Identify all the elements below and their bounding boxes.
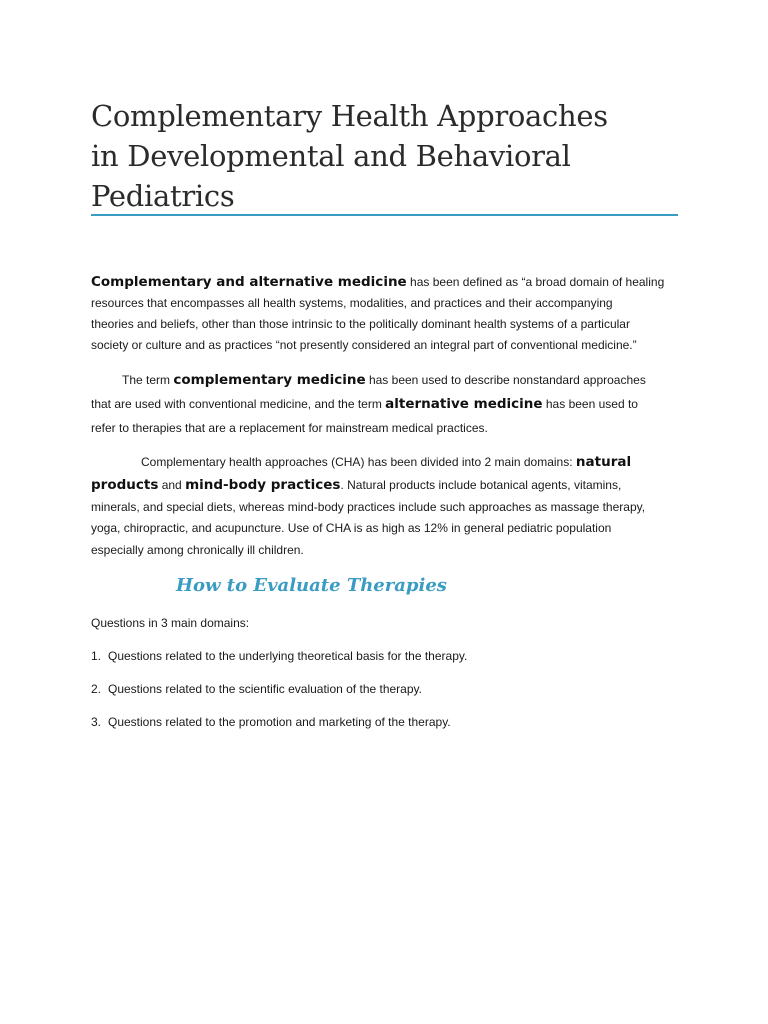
list-item <box>91 679 467 712</box>
paragraph-line: theories and beliefs, other than those intrinsic to the politically dominant health systems of a particular <box>91 317 630 331</box>
paragraph-line: society or culture and as practices “not presently considered an integral part of conventional medicine.” <box>91 338 637 352</box>
list-item <box>91 646 467 679</box>
questions-intro: Questions in 3 main domains: <box>91 616 250 630</box>
list-item <box>91 712 467 745</box>
section-heading: How to Evaluate Therapies <box>176 575 447 596</box>
list-number: 2. <box>91 682 102 696</box>
list-text: Questions related to the underlying theoretical basis for the therapy. <box>108 649 468 663</box>
key-term: natural <box>575 454 632 470</box>
key-term: Complementary and alternative medicine <box>91 274 407 290</box>
paragraph-definition <box>91 272 681 356</box>
paragraph-terms <box>91 368 681 440</box>
text-span: The term <box>122 373 174 387</box>
key-term: complementary medicine <box>173 372 366 388</box>
paragraph-line: refer to therapies that are a replacement for mainstream medical practices. <box>91 421 488 435</box>
paragraph-line <box>91 475 681 497</box>
key-term: alternative medicine <box>385 396 543 412</box>
key-term: mind-body practices <box>185 477 341 493</box>
paragraph-cha <box>91 450 681 561</box>
paragraph-line <box>91 392 681 416</box>
title-line: in Developmental and Behavioral <box>91 139 571 173</box>
paragraph-line <box>91 272 681 293</box>
questions-list <box>91 646 467 745</box>
list-text: Questions related to the promotion and marketing of the therapy. <box>108 715 451 729</box>
text-span: and <box>158 478 186 492</box>
text-span: . Natural products include botanical agents, vitamins, <box>340 478 622 492</box>
text-span: has been used to <box>542 397 638 411</box>
list-number: 3. <box>91 715 102 729</box>
text-span: has been used to describe nonstandard approaches <box>365 373 646 387</box>
paragraph-line: minerals, and special diets, whereas mind-body practices include such approaches as massage therapy, <box>91 499 646 514</box>
paragraph-line: especially among chronically ill children. <box>91 542 304 557</box>
paragraph-line <box>91 368 681 392</box>
list-text: Questions related to the scientific evaluation of the therapy. <box>108 682 422 696</box>
text-span: Complementary health approaches (CHA) has been divided into 2 main domains: <box>141 455 576 469</box>
paragraph-line <box>91 450 681 475</box>
text-span: that are used with conventional medicine, and the term <box>91 397 386 411</box>
paragraph-line: resources that encompasses all health systems, modalities, and practices and their accompanying <box>91 296 613 310</box>
title-line: Pediatrics <box>91 179 235 213</box>
key-term: products <box>91 477 159 493</box>
document-title <box>91 96 691 216</box>
title-line: Complementary Health Approaches <box>91 99 608 133</box>
paragraph-line: yoga, chiropractic, and acupuncture. Use of CHA is as high as 12% in general pediatric population <box>91 521 612 535</box>
list-number: 1. <box>91 649 102 663</box>
title-divider <box>91 214 678 216</box>
text-span: has been defined as “a broad domain of healing <box>406 275 665 289</box>
